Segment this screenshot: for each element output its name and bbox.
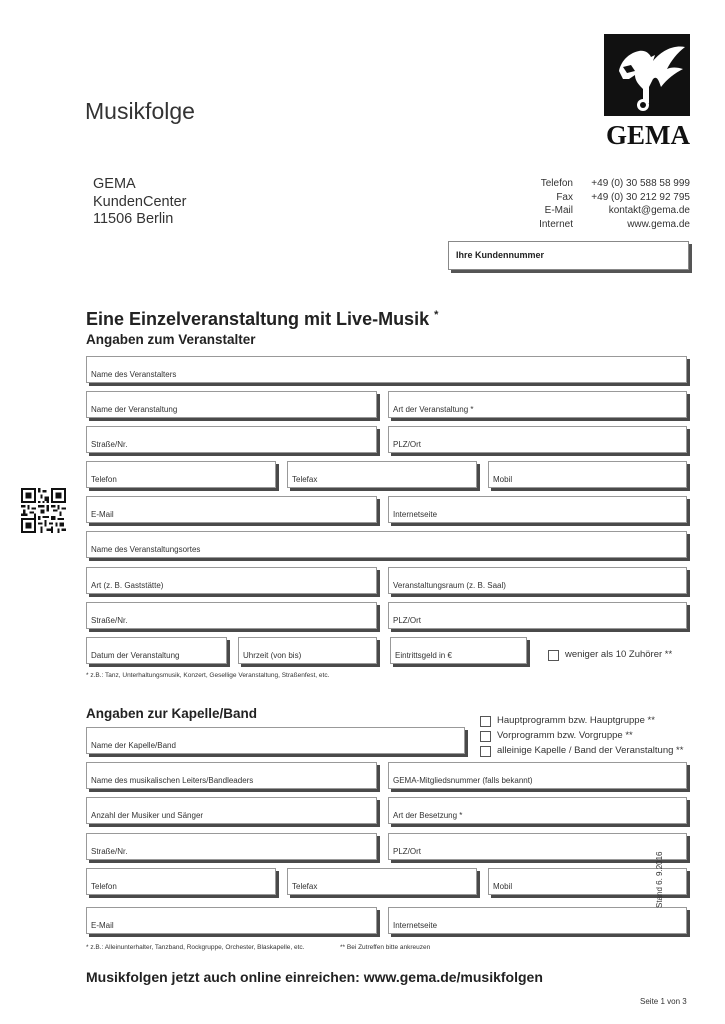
contact-label: E-Mail bbox=[544, 205, 573, 216]
email-field[interactable] bbox=[86, 496, 377, 523]
page-number: Seite 1 von 3 bbox=[640, 997, 687, 1006]
band-phone-field[interactable] bbox=[86, 868, 276, 895]
fax-field[interactable] bbox=[287, 461, 477, 488]
contact-value: kontakt@gema.de bbox=[608, 205, 690, 216]
recipient-address bbox=[93, 176, 187, 229]
event-date-field[interactable] bbox=[86, 637, 227, 664]
field-label: Eintrittsgeld in € bbox=[395, 651, 452, 660]
checkbox-label: alleinige Kapelle / Band der Veranstaltung ** bbox=[497, 745, 684, 756]
document-title: Musikfolge bbox=[85, 98, 195, 124]
footnote-band-types: * z.B.: Alleinunterhalter, Tanzband, Rockgruppe, Orchester, Blaskapelle, etc. bbox=[86, 944, 305, 951]
footnote-checkbox-hint: ** Bei Zutreffen bitte ankreuzen bbox=[340, 944, 431, 951]
field-label: Name des Veranstalters bbox=[91, 370, 177, 379]
field-label: Telefon bbox=[91, 475, 117, 484]
customer-number-field[interactable] bbox=[448, 241, 689, 270]
venue-room-field[interactable] bbox=[388, 567, 687, 594]
gema-member-number-field[interactable] bbox=[388, 762, 687, 789]
website-field[interactable] bbox=[388, 496, 687, 523]
event-time-field[interactable] bbox=[238, 637, 377, 664]
bandleader-name-field[interactable] bbox=[86, 762, 377, 789]
band-street-field[interactable] bbox=[86, 833, 377, 860]
field-label: Mobil bbox=[493, 475, 513, 484]
checkbox-label: Hauptprogramm bzw. Hauptgruppe ** bbox=[497, 715, 655, 726]
contact-row-email bbox=[478, 204, 690, 218]
contact-block bbox=[478, 177, 690, 231]
qr-code-icon bbox=[21, 488, 66, 533]
event-type-field[interactable] bbox=[388, 391, 687, 418]
contact-label: Fax bbox=[556, 191, 573, 203]
band-fax-field[interactable] bbox=[287, 868, 477, 895]
contact-label: Internet bbox=[539, 218, 573, 230]
section-heading-event: Eine Einzelveranstaltung mit Live-Musik * bbox=[86, 309, 439, 329]
contact-row-fax bbox=[478, 191, 690, 205]
opening-act-checkbox[interactable] bbox=[480, 731, 491, 742]
address-line: GEMA bbox=[93, 176, 136, 192]
section-heading-band: Angaben zur Kapelle/Band bbox=[86, 706, 258, 721]
field-label: PLZ/Ort bbox=[393, 847, 422, 856]
contact-value: +49 (0) 30 588 58 999 bbox=[591, 178, 690, 189]
field-label: GEMA-Mitgliedsnummer (falls bekannt) bbox=[393, 776, 533, 785]
event-name-field[interactable] bbox=[86, 391, 377, 418]
sole-band-checkbox[interactable] bbox=[480, 746, 491, 757]
field-label: Datum der Veranstaltung bbox=[91, 651, 180, 660]
version-stamp: Stand 6. 9.2016 bbox=[655, 851, 664, 908]
field-label: Telefax bbox=[292, 475, 318, 484]
field-label: Name des musikalischen Leiters/Bandleaders bbox=[91, 776, 254, 785]
venue-name-field[interactable] bbox=[86, 531, 687, 558]
field-label: Telefon bbox=[91, 882, 117, 891]
zip-city-field[interactable] bbox=[388, 426, 687, 453]
field-label: E-Mail bbox=[91, 921, 114, 930]
field-label: Mobil bbox=[493, 882, 513, 891]
pegasus-icon bbox=[604, 34, 690, 116]
band-website-field[interactable] bbox=[388, 907, 687, 934]
field-label: Art der Besetzung * bbox=[393, 811, 463, 820]
heading-footnote-mark: * bbox=[434, 309, 439, 321]
contact-label: Telefon bbox=[540, 178, 573, 189]
field-label: Art der Veranstaltung * bbox=[393, 405, 474, 414]
band-name-field[interactable] bbox=[86, 727, 465, 754]
mobile-field[interactable] bbox=[488, 461, 687, 488]
field-label: Name der Veranstaltung bbox=[91, 405, 178, 414]
field-label: Internetseite bbox=[393, 921, 438, 930]
contact-row-telefon bbox=[478, 177, 690, 191]
entrance-fee-field[interactable] bbox=[390, 637, 527, 664]
field-label: Name der Kapelle/Band bbox=[91, 741, 176, 750]
checkbox-label: weniger als 10 Zuhörer ** bbox=[565, 649, 673, 660]
online-submission-note: Musikfolgen jetzt auch online einreichen: www.gema.de/musikfolgen bbox=[86, 969, 543, 985]
checkbox-label: Vorprogramm bzw. Vorgruppe ** bbox=[497, 730, 633, 741]
lineup-type-field[interactable] bbox=[388, 797, 687, 824]
venue-street-field[interactable] bbox=[86, 602, 377, 629]
field-label: E-Mail bbox=[91, 510, 114, 519]
field-label: Internetseite bbox=[393, 510, 438, 519]
contact-row-internet bbox=[478, 218, 690, 232]
field-label: Straße/Nr. bbox=[91, 847, 128, 856]
organizer-name-field[interactable] bbox=[86, 356, 687, 383]
street-field[interactable] bbox=[86, 426, 377, 453]
address-line: KundenCenter bbox=[93, 193, 187, 210]
field-label: Veranstaltungsraum (z. B. Saal) bbox=[393, 581, 506, 590]
main-act-checkbox[interactable] bbox=[480, 716, 491, 727]
customer-number-label: Ihre Kundennummer bbox=[456, 250, 545, 260]
field-label: Anzahl der Musiker und Sänger bbox=[91, 811, 204, 820]
field-label: Art (z. B. Gaststätte) bbox=[91, 581, 164, 590]
phone-field[interactable] bbox=[86, 461, 276, 488]
field-label: Telefax bbox=[292, 882, 318, 891]
section-subheading-organizer: Angaben zum Veranstalter bbox=[86, 332, 256, 347]
band-zip-city-field[interactable] bbox=[388, 833, 687, 860]
field-label: PLZ/Ort bbox=[393, 616, 422, 625]
musician-count-field[interactable] bbox=[86, 797, 377, 824]
field-label: Name des Veranstaltungsortes bbox=[91, 545, 201, 554]
band-email-field[interactable] bbox=[86, 907, 377, 934]
field-label: Straße/Nr. bbox=[91, 616, 128, 625]
field-label: PLZ/Ort bbox=[393, 440, 422, 449]
field-label: Uhrzeit (von bis) bbox=[243, 651, 302, 660]
contact-value: +49 (0) 30 212 92 795 bbox=[591, 191, 690, 203]
venue-zip-city-field[interactable] bbox=[388, 602, 687, 629]
address-line: 11506 Berlin bbox=[93, 211, 174, 227]
gema-logo bbox=[604, 34, 692, 150]
fewer-than-10-checkbox[interactable] bbox=[548, 650, 559, 661]
field-label: Straße/Nr. bbox=[91, 440, 128, 449]
venue-type-field[interactable] bbox=[86, 567, 377, 594]
footnote-event-types: * z.B.: Tanz, Unterhaltungsmusik, Konzert, Gesellige Veranstaltung, Straßenfest, etc. bbox=[86, 672, 330, 679]
logo-wordmark: GEMA bbox=[606, 120, 690, 150]
contact-value: www.gema.de bbox=[627, 218, 690, 230]
